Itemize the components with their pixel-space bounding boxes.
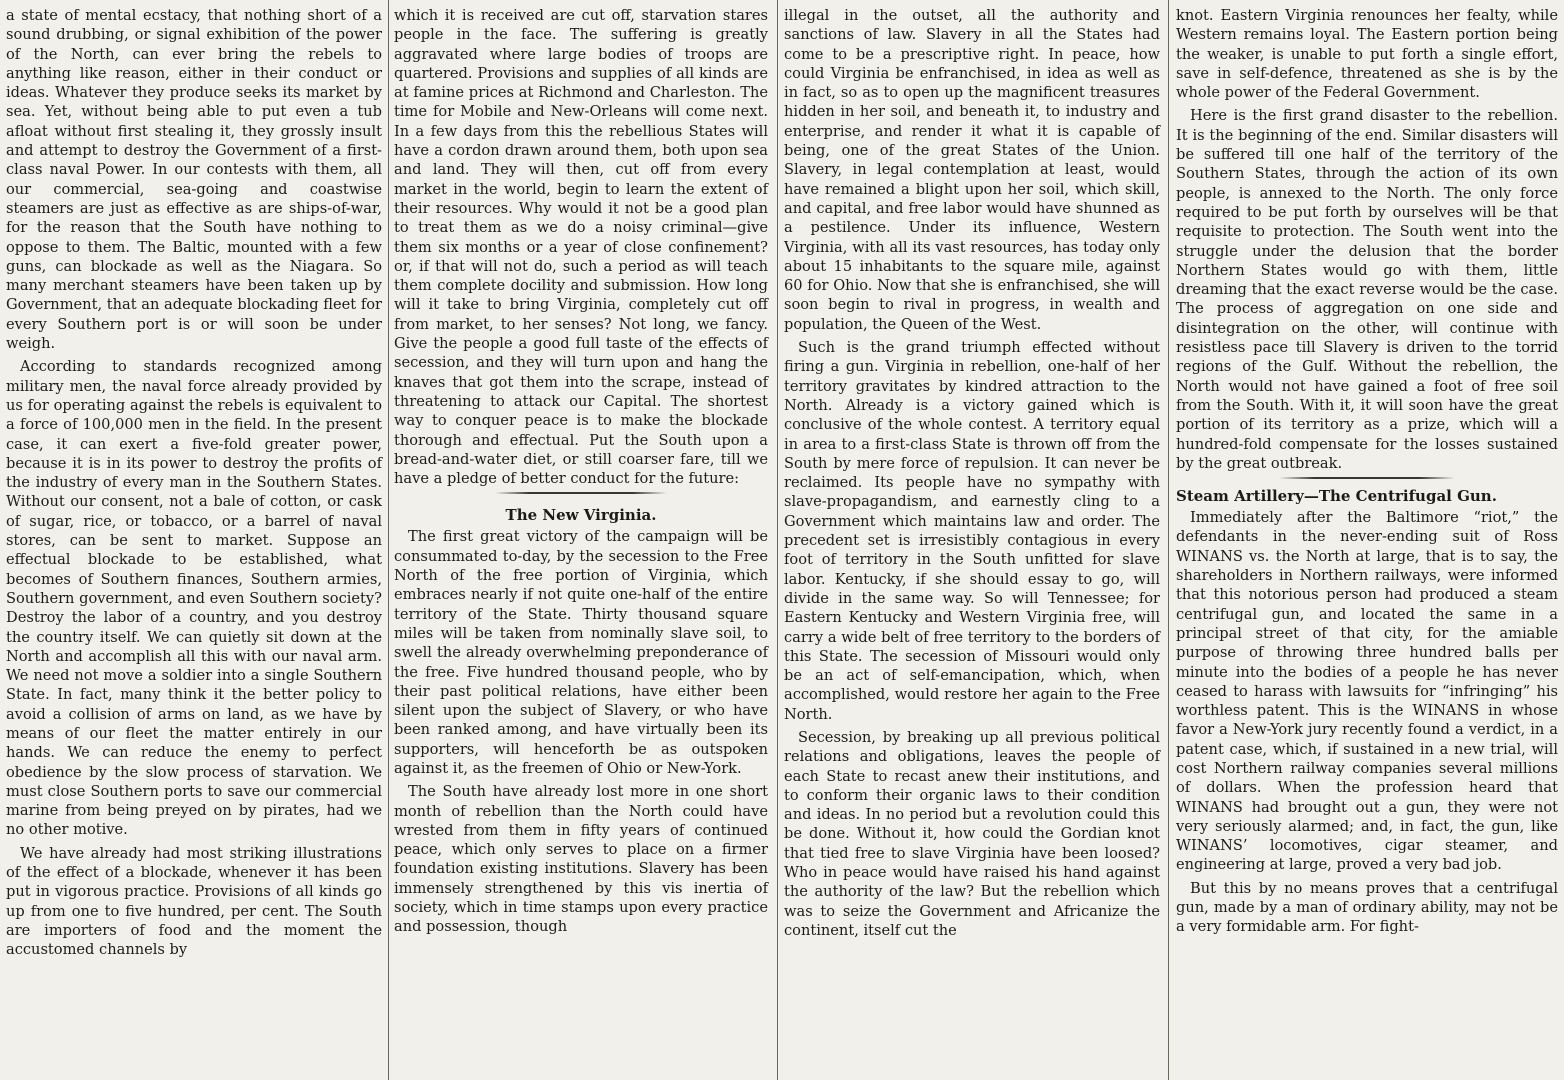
paragraph: Immediately after the Baltimore “riot,” the defendants in the never-ending suit of Ross WINANS vs. the North at large, that is to say, the shareholders in Northern railways, were informed that this notorious person had produced a steam centrifugal gun, and located the same in a principal street of that city, for the amiable purpose of throwing three hundred balls per minute into the bodies of a people he has never ceased to harass with lawsuits for “infringing” his worthless patent. This is the WINANS in whose favor a New-York jury recently found a verdict, in a patent case, which, if sustained in a new trial, will cost Northern railway companies several millions of dollars. When the profession heard that WINANS had brought out a gun, they were not very seriously alarmed; and, in fact, the gun, like WINANS’ locomotives, cigar steamer, and engineering at large, proved a very bad job.	[1176, 509, 1558, 874]
column-2	[392, 0, 770, 1080]
column-4	[1174, 0, 1560, 1080]
paragraph: The South have already lost more in one short month of rebellion than the North could have wrested from them in fifty years of continued peace, which only serves to place on a firmer foundation existing institutions. Slavery has been immensely strengthened by this vis inertia of society, which in time stamps upon every practice and possession, though	[394, 783, 768, 936]
paragraph: The first great victory of the campaign will be consummated to-day, by the secession to the Free North of the free portion of Virginia, which embraces nearly if not quite one-half of the entire territory of the State. Thirty thousand square miles will be taken from nominally slave soil, to swell the already overwhelming preponderance of the free. Five hundred thousand people, who by their past political relations, have either been silent upon the subject of Slavery, or who have been ranked among, and have virtually been its supporters, will henceforth be as outspoken against it, as the freemen of Ohio or New-York.	[394, 528, 768, 777]
column-rule	[1168, 0, 1169, 1080]
section-divider	[1279, 477, 1455, 479]
article-heading: The New Virginia.	[505, 506, 657, 525]
column-rule	[388, 0, 389, 1080]
article-heading: Steam Artillery—The Centrifugal Gun.	[1176, 487, 1497, 506]
column-rule	[777, 0, 778, 1080]
paragraph: which it is received are cut off, starvation stares people in the face. The suffering is greatly aggravated where large bodies of troops are quartered. Provisions and supplies of all kinds are at famine prices at Richmond and Charleston. The time for Mobile and New-Orleans will come next. In a few days from this the rebellious States will have a cordon drawn around them, both upon sea and land. They will then, cut off from every market in the world, begin to learn the extent of their resources. Why would it not be a good plan to treat them as we do a noisy criminal—give them six months or a year of close confinement? or, if that will not do, such a period as will teach them complete docility and submission. How long will it take to bring Virginia, completely cut off from market, to her senses? Not long, we fancy. Give the people a good full taste of the effects of secession, and they will turn upon and hang the knaves that got them into the scrape, instead of threatening to attack our Capital. The shortest way to conquer peace is to make the blockade thorough and effectual. Put the South upon a bread-and-water diet, or still coarser fare, till we have a pledge of better conduct for the future:	[394, 7, 768, 488]
paragraph: Secession, by breaking up all previous political relations and obligations, leaves the people of each State to recast anew their institutions, and to conform their organic laws to their condition and ideas. In no period but a revolution could this be done. Without it, how could the Gordian knot that tied free to slave Virginia have been loosed? Who in peace would have raised his hand against the authority of the law? But the rebellion which was to seize the Government and Africanize the continent, itself cut the	[784, 728, 1160, 939]
paragraph: Here is the first grand disaster to the rebellion. It is the beginning of the end. Similar disasters will be suffered till one half of the territory of the Southern States, through the action of its own people, is annexed to the North. The only force required to be put forth by ourselves will be that requisite to protection. The South went into the struggle under the delusion that the border Northern States would go with them, little dreaming that the exact reverse would be the case. The process of aggregation on one side and disintegration on the other, will continue with resistless pace till Slavery is driven to the torrid regions of the Gulf. Without the rebellion, the North would not have gained a foot of free soil from the South. With it, it will soon have the great portion of its territory as a prize, which will a hundred-fold compensate for the losses sustained by the great outbreak.	[1176, 107, 1558, 472]
paragraph: We have already had most striking illustrations of the effect of a blockade, whenever it has been put in vigorous practice. Provisions of all kinds go up from one to five hundred, per cent. The South are importers of food and the moment the accustomed channels by	[6, 844, 382, 959]
paragraph: knot. Eastern Virginia renounces her fealty, while Western remains loyal. The Eastern portion being the weaker, is unable to put forth a single effort, save in self-defence, threatened as she is by the whole power of the Federal Government.	[1176, 7, 1558, 102]
paragraph: illegal in the outset, all the authority and sanctions of law. Slavery in all the States had come to be a prescriptive right. In peace, how could Virginia be enfranchised, in idea as well as in fact, so as to open up the magnificent treasures hidden in her soil, and beneath it, to industry and enterprise, and render it what it is capable of being, one of the great States of the Union. Slavery, in legal contemplation at least, would have remained a blight upon her soil, which skill, and capital, and free labor would have shunned as a pestilence. Under its influence, Western Virginia, with all its vast resources, has today only about 15 inhabitants to the square mile, against 60 for Ohio. Now that she is enfranchised, she will soon begin to rival in progress, in wealth and population, the Queen of the West.	[784, 7, 1160, 333]
paragraph: Such is the grand triumph effected without firing a gun. Virginia in rebellion, one-half of her territory gravitates by kindred attraction to the North. Already is a victory gained which is conclusive of the whole contest. A territory equal in area to a first-class State is thrown off from the South by mere force of repulsion. It can never be reclaimed. Its people have no sympathy with slave-propagandism, and earnestly cling to a Government which maintains law and order. The precedent set is irresistibly contagious in every foot of territory in the South unfitted for slave labor. Kentucky, if she should essay to go, will divide in the same way. So will Tennessee; for Eastern Kentucky and Western Virginia free, will carry a wide belt of free territory to the borders of this State. The secession of Missouri would only be an act of self-emancipation, which, when accomplished, would restore her again to the Free North.	[784, 339, 1160, 723]
column-3	[782, 0, 1162, 1080]
section-divider	[495, 492, 667, 494]
paragraph: According to standards recognized among military men, the naval force already provided by us for operating against the rebels is equivalent to a force of 100,000 men in the field. In the present case, it can exert a five-fold greater power, because it is in its power to destroy the profits of the industry of every man in the Southern States. Without our consent, not a bale of cotton, or cask of sugar, rice, or tobacco, or a barrel of naval stores, can be sent to market. Suppose an effectual blockade to be established, what becomes of Southern finances, Southern armies, Southern government, and even Southern society? Destroy the labor of a country, and you destroy the country itself. We can quietly sit down at the North and accomplish all this with our naval arm. We need not move a soldier into a single Southern State. In fact, many think it the better policy to avoid a collision of arms on land, as we have by means of our fleet the matter entirely in our hands. We can reduce the enemy to perfect obedience by the slow process of starvation. We must close Southern ports to save our commercial marine from being preyed on by pirates, had we no other motive.	[6, 358, 382, 839]
paragraph: But this by no means proves that a centrifugal gun, made by a man of ordinary ability, may not be a very formidable arm. For fight-	[1176, 879, 1558, 936]
column-1	[4, 0, 384, 1080]
paragraph: a state of mental ecstacy, that nothing short of a sound drubbing, or signal exhibition of the power of the North, can ever bring the rebels to anything like reason, either in their conduct or ideas. Whatever they produce seeks its market by sea. Yet, without being able to put even a tub afloat without first stealing it, they grossly insult and attempt to destroy the Government of a first-class naval Power. In our contests with them, all our commercial, sea-going and coastwise steamers are just as effective as are ships-of-war, for the reason that the South have nothing to oppose to them. The Baltic, mounted with a few guns, can blockade as well as the Niagara. So many merchant steamers have been taken up by Government, that an adequate blockading fleet for every Southern port is or will soon be under weigh.	[6, 7, 382, 353]
